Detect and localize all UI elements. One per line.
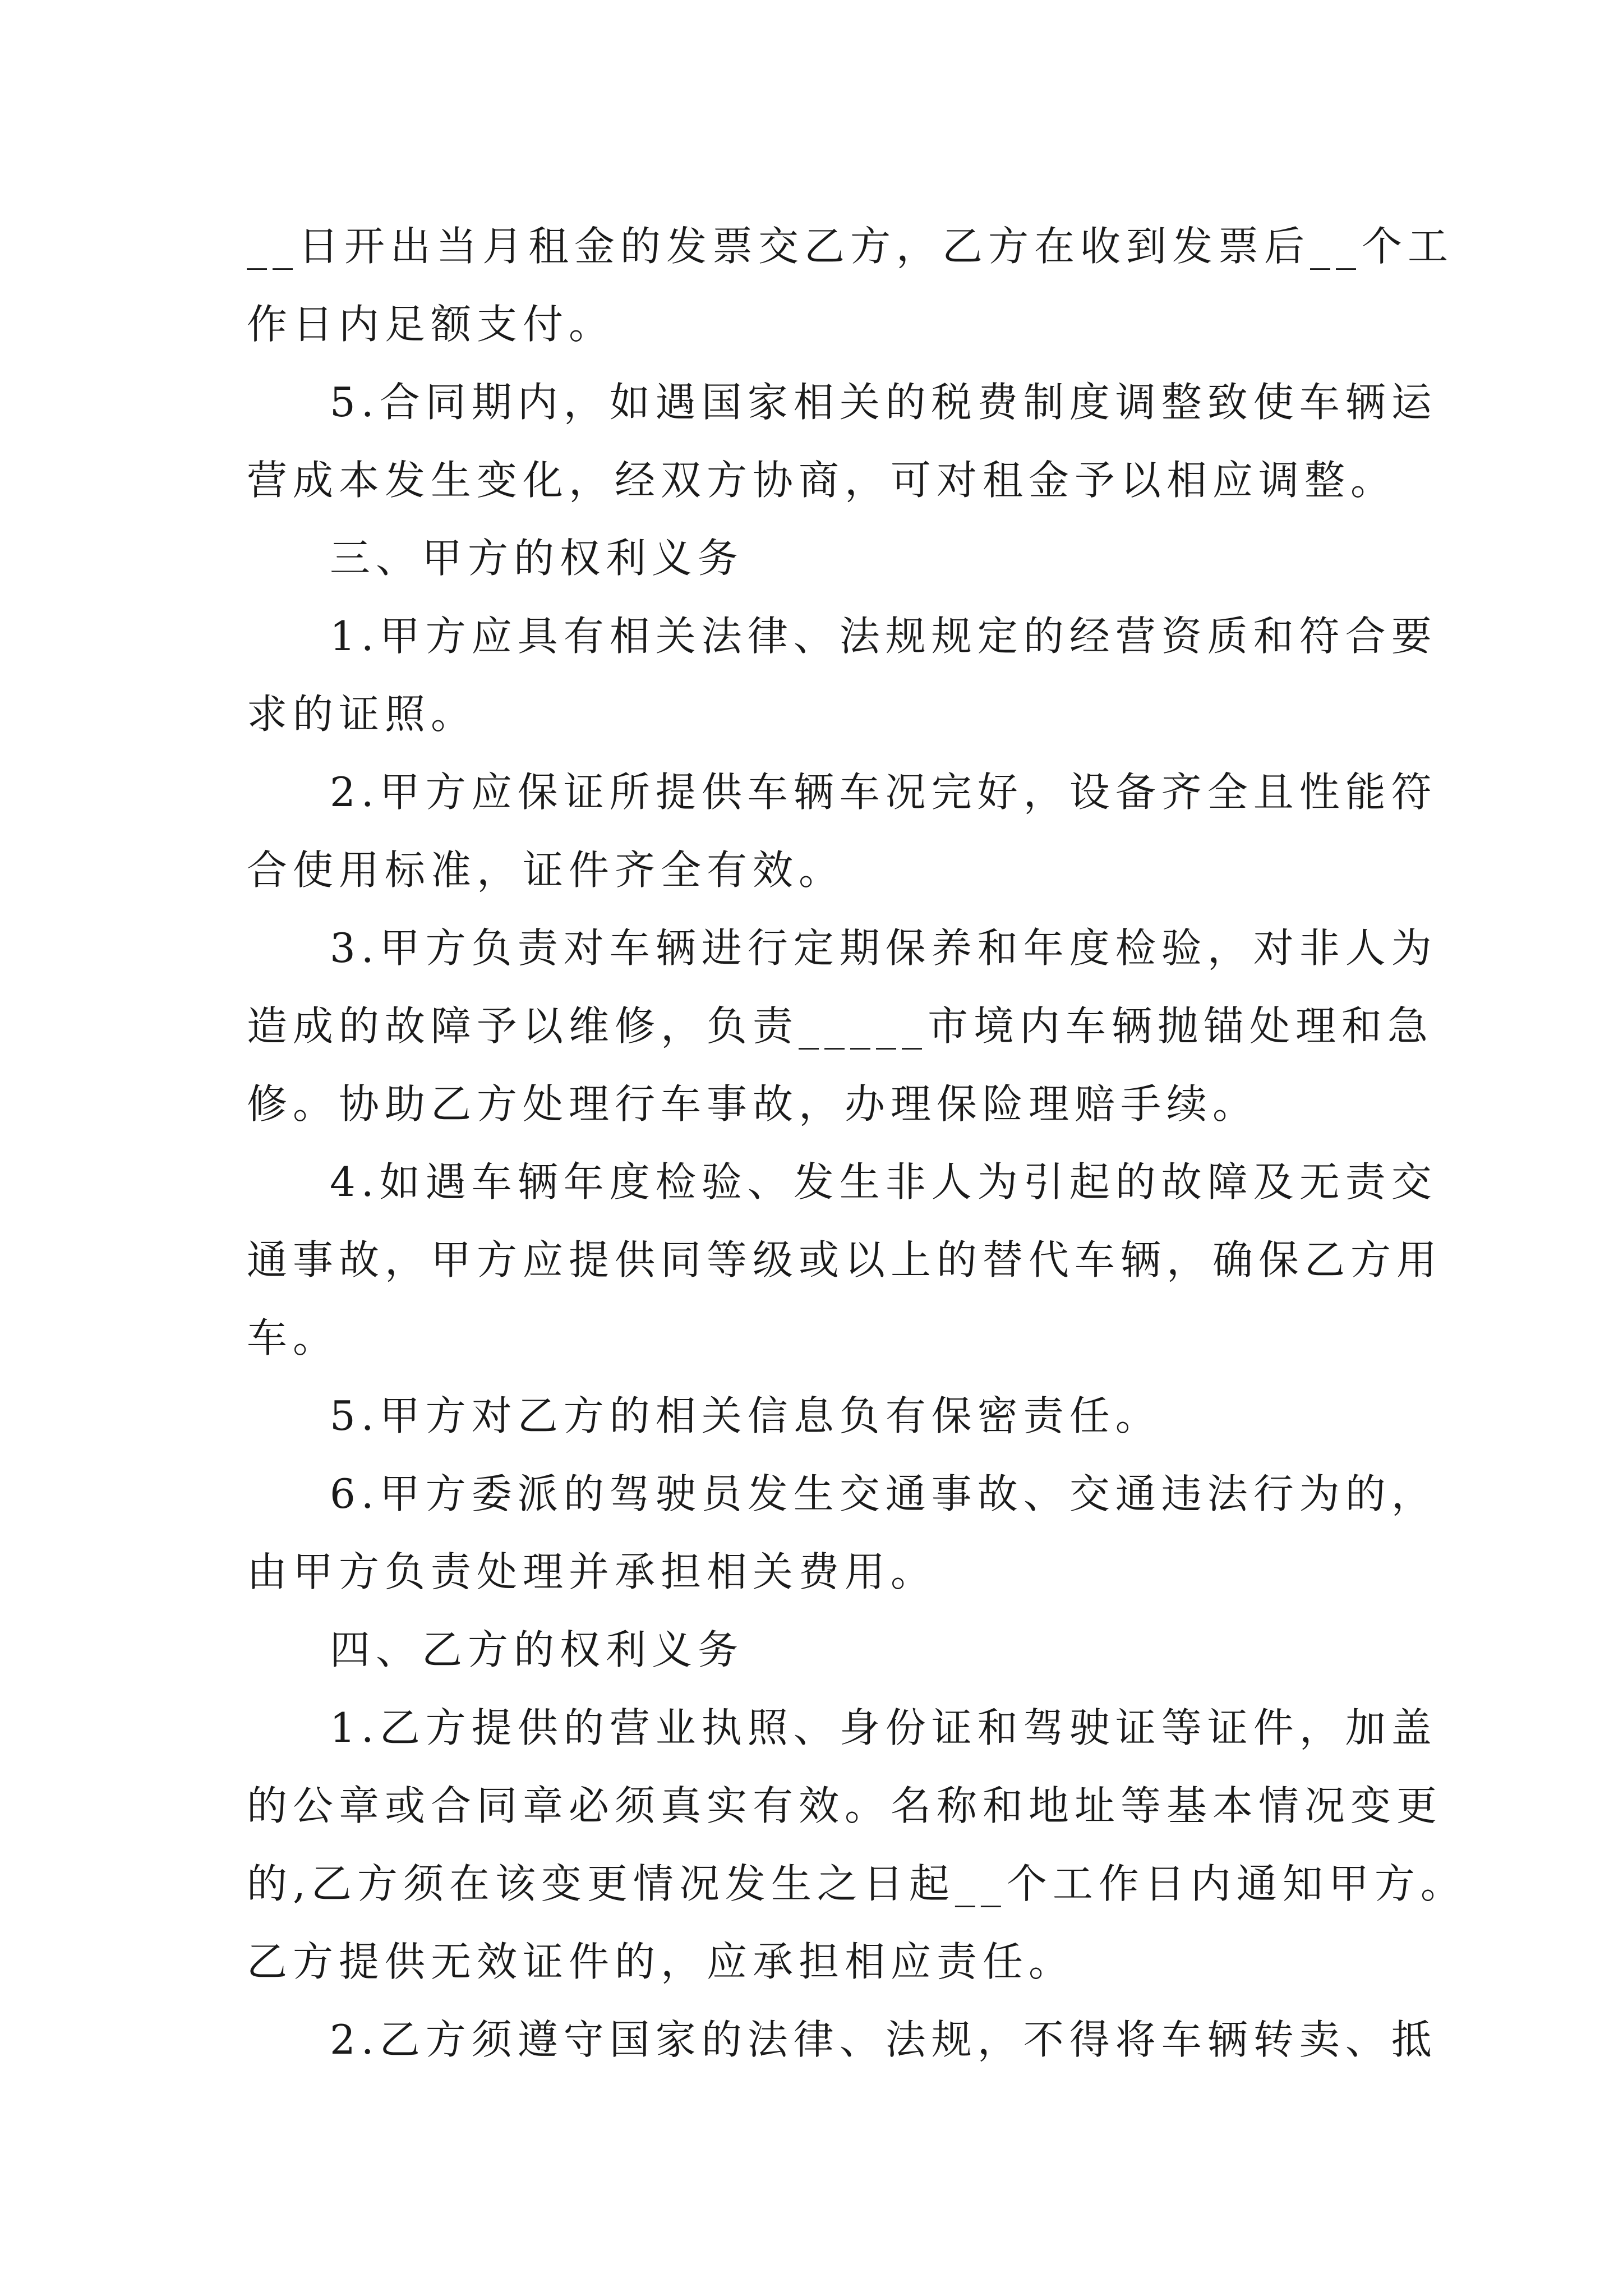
clause-b2: 2.乙方须遵守国家的法律、法规，不得将车辆转卖、抵 — [330, 2016, 1437, 2063]
text-line: 通事故，甲方应提供同等级或以上的替代车辆，确保乙方用 — [247, 1236, 1443, 1283]
clause-a3: 3.甲方负责对车辆进行定期保养和年度检验，对非人为 — [330, 924, 1437, 972]
text-line: 修。协助乙方处理行车事故，办理保险理赔手续。 — [247, 1080, 1259, 1128]
section-heading-party-a-rights: 三、甲方的权利义务 — [330, 535, 744, 582]
text-line: 车。 — [247, 1314, 339, 1361]
clause-a1: 1.甲方应具有相关法律、法规规定的经营资质和符合要 — [330, 613, 1437, 660]
contract-body — [247, 208, 1467, 2079]
text-line: 合使用标准，证件齐全有效。 — [247, 846, 845, 894]
text-line: 造成的故障予以维修，负责_____市境内车辆抛锚处理和急 — [247, 1002, 1434, 1050]
text-line: 求的证照。 — [247, 691, 477, 738]
text-line: 由甲方负责处理并承担相关费用。 — [247, 1548, 937, 1595]
clause-a4: 4.如遇车辆年度检验、发生非人为引起的故障及无责交 — [330, 1158, 1437, 1205]
text-line: 的,乙方须在该变更情况发生之日起__个工作日内通知甲方。 — [247, 1860, 1467, 1907]
section-heading-party-b-rights: 四、乙方的权利义务 — [330, 1626, 744, 1673]
clause-a2: 2.甲方应保证所提供车辆车况完好，设备齐全且性能符 — [330, 769, 1437, 816]
clause-5-rent-adjustment: 5.合同期内，如遇国家相关的税费制度调整致使车辆运 — [330, 379, 1437, 426]
text-line: __日开出当月租金的发票交乙方，乙方在收到发票后__个工 — [247, 223, 1454, 270]
text-line: 乙方提供无效证件的，应承担相应责任。 — [247, 1938, 1075, 1985]
clause-a5: 5.甲方对乙方的相关信息负有保密责任。 — [330, 1392, 1161, 1439]
text-line: 作日内足额支付。 — [247, 301, 615, 348]
clause-a6: 6.甲方委派的驾驶员发生交通事故、交通违法行为的， — [330, 1470, 1437, 1517]
clause-b1: 1.乙方提供的营业执照、身份证和驾驶证等证件，加盖 — [330, 1704, 1437, 1751]
text-line: 营成本发生变化，经双方协商，可对租金予以相应调整。 — [247, 457, 1397, 504]
text-line: 的公章或合同章必须真实有效。名称和地址等基本情况变更 — [247, 1782, 1443, 1829]
